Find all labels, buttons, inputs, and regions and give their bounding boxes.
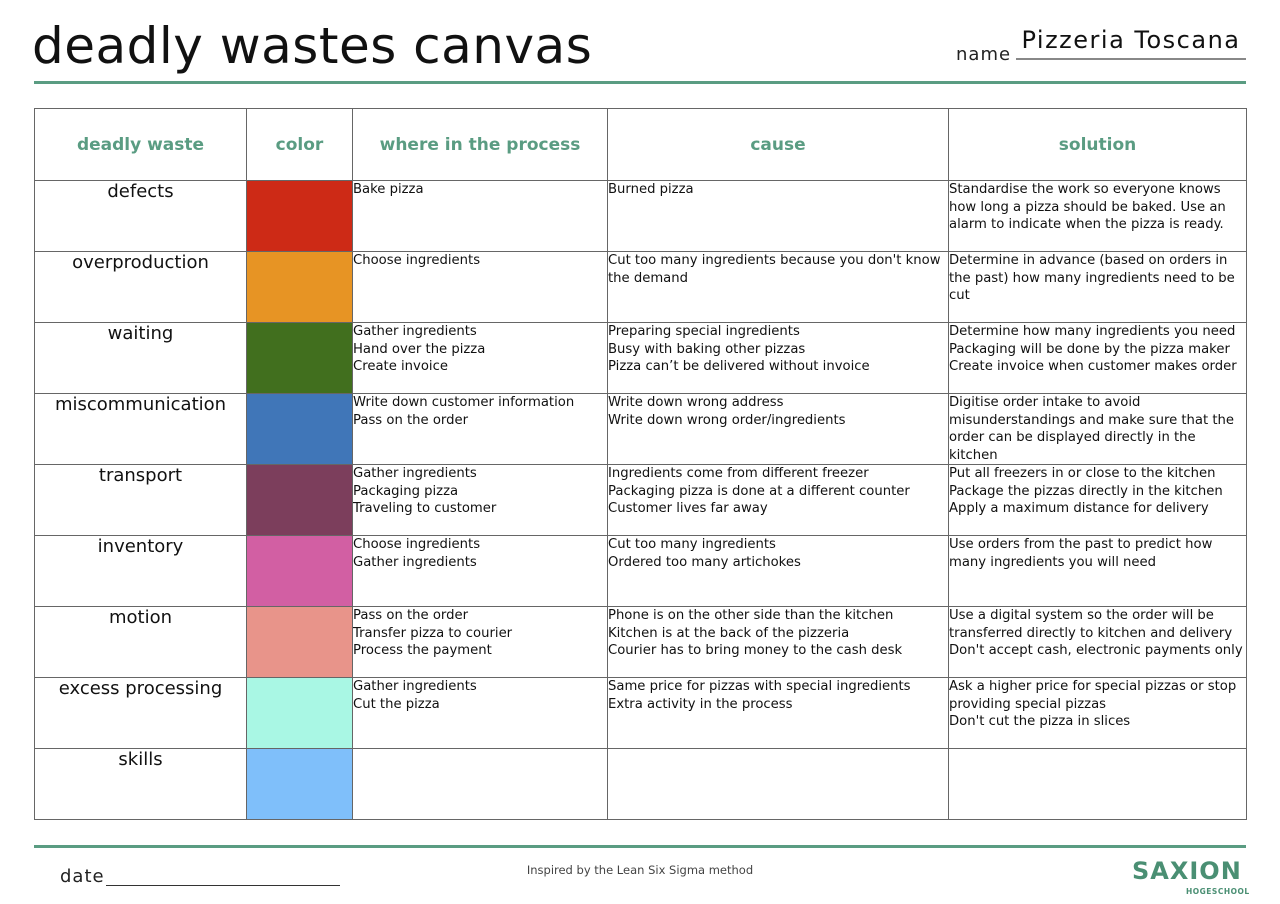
where-cell[interactable]: [353, 749, 608, 820]
where-line: Cut the pizza: [353, 696, 440, 712]
cause-line: Busy with baking other pizzas: [608, 341, 806, 357]
table-header-row: [35, 109, 1247, 181]
name-field[interactable]: Pizzeria Toscana: [1016, 24, 1246, 60]
color-swatch: [247, 678, 353, 749]
waste-name-cell: transport: [35, 465, 247, 536]
where-line: Write down customer information: [353, 395, 575, 410]
where-cell[interactable]: [353, 394, 608, 465]
cause-line: Cut too many ingredients because you don't know the demand: [608, 253, 941, 286]
logo-subtext: HOGESCHOOL: [1186, 887, 1250, 896]
solution-cell[interactable]: [949, 678, 1247, 749]
cause-line: Write down wrong order/ingredients: [608, 412, 846, 428]
cause-line: Ordered too many artichokes: [608, 554, 801, 570]
where-line: Pass on the order: [353, 608, 468, 623]
waste-name-cell: inventory: [35, 536, 247, 607]
waste-name-cell: overproduction: [35, 252, 247, 323]
where-cell[interactable]: [353, 536, 608, 607]
header-divider: [34, 81, 1246, 84]
cause-line: Preparing special ingredients: [608, 324, 800, 339]
solution-line: Use a digital system so the order will be transferred directly to kitchen and delivery: [949, 608, 1233, 641]
table-row: [35, 678, 1247, 749]
date-label: date: [60, 866, 105, 887]
cause-cell[interactable]: [608, 323, 949, 394]
footer-note: Inspired by the Lean Six Sigma method: [526, 863, 754, 877]
where-line: Traveling to customer: [353, 501, 497, 516]
color-swatch: [247, 465, 353, 536]
column-header-cause: cause: [608, 109, 949, 181]
color-swatch: [247, 607, 353, 678]
table-row: [35, 607, 1247, 678]
solution-cell[interactable]: [949, 607, 1247, 678]
solution-cell[interactable]: [949, 465, 1247, 536]
cause-cell[interactable]: [608, 607, 949, 678]
solution-line: Package the pizzas directly in the kitchen: [949, 483, 1223, 499]
cause-line: Cut too many ingredients: [608, 537, 776, 552]
table-row: [35, 536, 1247, 607]
solution-cell[interactable]: [949, 323, 1247, 394]
cause-line: Phone is on the other side than the kitchen: [608, 608, 894, 623]
solution-cell[interactable]: [949, 181, 1247, 252]
page-title: deadly wastes canvas: [32, 17, 593, 75]
column-header-deadly-waste: deadly waste: [35, 109, 247, 181]
where-line: Gather ingredients: [353, 554, 477, 570]
footer-divider: [34, 845, 1246, 848]
table-row: [35, 181, 1247, 252]
table-row: [35, 323, 1247, 394]
where-line: Gather ingredients: [353, 466, 477, 481]
solution-line: Ask a higher price for special pizzas or stop providing special pizzas: [949, 679, 1237, 712]
table-row: [35, 465, 1247, 536]
where-line: Gather ingredients: [353, 679, 477, 694]
where-line: Create invoice: [353, 359, 448, 374]
where-line: Choose ingredients: [353, 537, 481, 552]
waste-name-cell: miscommunication: [35, 394, 247, 465]
table-row: [35, 749, 1247, 820]
where-line: Packaging pizza: [353, 483, 459, 499]
solution-line: Determine how many ingredients you need: [949, 324, 1236, 339]
solution-line: Use orders from the past to predict how many ingredients you will need: [949, 537, 1213, 570]
waste-name-cell: skills: [35, 749, 247, 820]
cause-line: Customer lives far away: [608, 501, 768, 516]
cause-line: Same price for pizzas with special ingredients: [608, 679, 911, 694]
where-line: Process the payment: [353, 643, 492, 658]
solution-line: Don't cut the pizza in slices: [949, 714, 1131, 729]
where-line: Transfer pizza to courier: [353, 625, 513, 641]
where-line: Choose ingredients: [353, 253, 481, 268]
cause-line: Pizza can’t be delivered without invoice: [608, 359, 870, 374]
cause-line: Kitchen is at the back of the pizzeria: [608, 625, 850, 641]
column-header-solution: solution: [949, 109, 1247, 181]
cause-cell[interactable]: [608, 252, 949, 323]
solution-cell[interactable]: [949, 252, 1247, 323]
cause-line: Extra activity in the process: [608, 696, 793, 712]
where-line: Hand over the pizza: [353, 341, 486, 357]
where-line: Gather ingredients: [353, 324, 477, 339]
where-cell[interactable]: [353, 607, 608, 678]
waste-name-cell: motion: [35, 607, 247, 678]
column-header-where: where in the process: [353, 109, 608, 181]
saxion-logo: [1132, 856, 1248, 900]
color-swatch: [247, 536, 353, 607]
color-swatch: [247, 749, 353, 820]
where-line: Bake pizza: [353, 182, 424, 197]
solution-line: Packaging will be done by the pizza maker: [949, 341, 1230, 357]
waste-name-cell: defects: [35, 181, 247, 252]
wastes-table: [34, 108, 1247, 820]
table-row: [35, 252, 1247, 323]
column-header-color: color: [247, 109, 353, 181]
cause-line: Burned pizza: [608, 182, 694, 197]
color-swatch: [247, 181, 353, 252]
where-cell[interactable]: [353, 181, 608, 252]
solution-line: Create invoice when customer makes order: [949, 359, 1237, 374]
color-swatch: [247, 252, 353, 323]
where-line: Pass on the order: [353, 412, 468, 428]
cause-cell[interactable]: [608, 181, 949, 252]
solution-line: Standardise the work so everyone knows how long a pizza should be baked. Use an alarm to indicate when the pizza is ready.: [949, 182, 1226, 232]
cause-cell[interactable]: [608, 678, 949, 749]
cause-line: Courier has to bring money to the cash desk: [608, 643, 903, 658]
cause-cell[interactable]: [608, 749, 949, 820]
solution-line: Determine in advance (based on orders in the past) how many ingredients need to be cut: [949, 253, 1235, 303]
cause-cell[interactable]: [608, 465, 949, 536]
solution-line: Apply a maximum distance for delivery: [949, 501, 1209, 516]
cause-line: Write down wrong address: [608, 395, 784, 410]
where-cell[interactable]: [353, 252, 608, 323]
solution-cell[interactable]: [949, 536, 1247, 607]
table-row: [35, 394, 1247, 465]
solution-line: Digitise order intake to avoid misunderstandings and make sure that the order can be displayed directly in the kitchen: [949, 395, 1234, 463]
where-cell[interactable]: [353, 465, 608, 536]
waste-name-cell: waiting: [35, 323, 247, 394]
color-swatch: [247, 394, 353, 465]
cause-cell[interactable]: [608, 536, 949, 607]
solution-cell[interactable]: [949, 394, 1247, 465]
solution-line: Don't accept cash, electronic payments only: [949, 643, 1243, 658]
where-cell[interactable]: [353, 678, 608, 749]
cause-line: Packaging pizza is done at a different counter: [608, 483, 910, 499]
name-label: name: [956, 44, 1012, 65]
color-swatch: [247, 323, 353, 394]
where-cell[interactable]: [353, 323, 608, 394]
cause-cell[interactable]: [608, 394, 949, 465]
solution-line: Put all freezers in or close to the kitchen: [949, 466, 1216, 481]
waste-name-cell: excess processing: [35, 678, 247, 749]
cause-line: Ingredients come from different freezer: [608, 466, 869, 481]
logo-text: SAXION: [1132, 857, 1242, 885]
date-field[interactable]: [106, 885, 340, 886]
solution-cell[interactable]: [949, 749, 1247, 820]
